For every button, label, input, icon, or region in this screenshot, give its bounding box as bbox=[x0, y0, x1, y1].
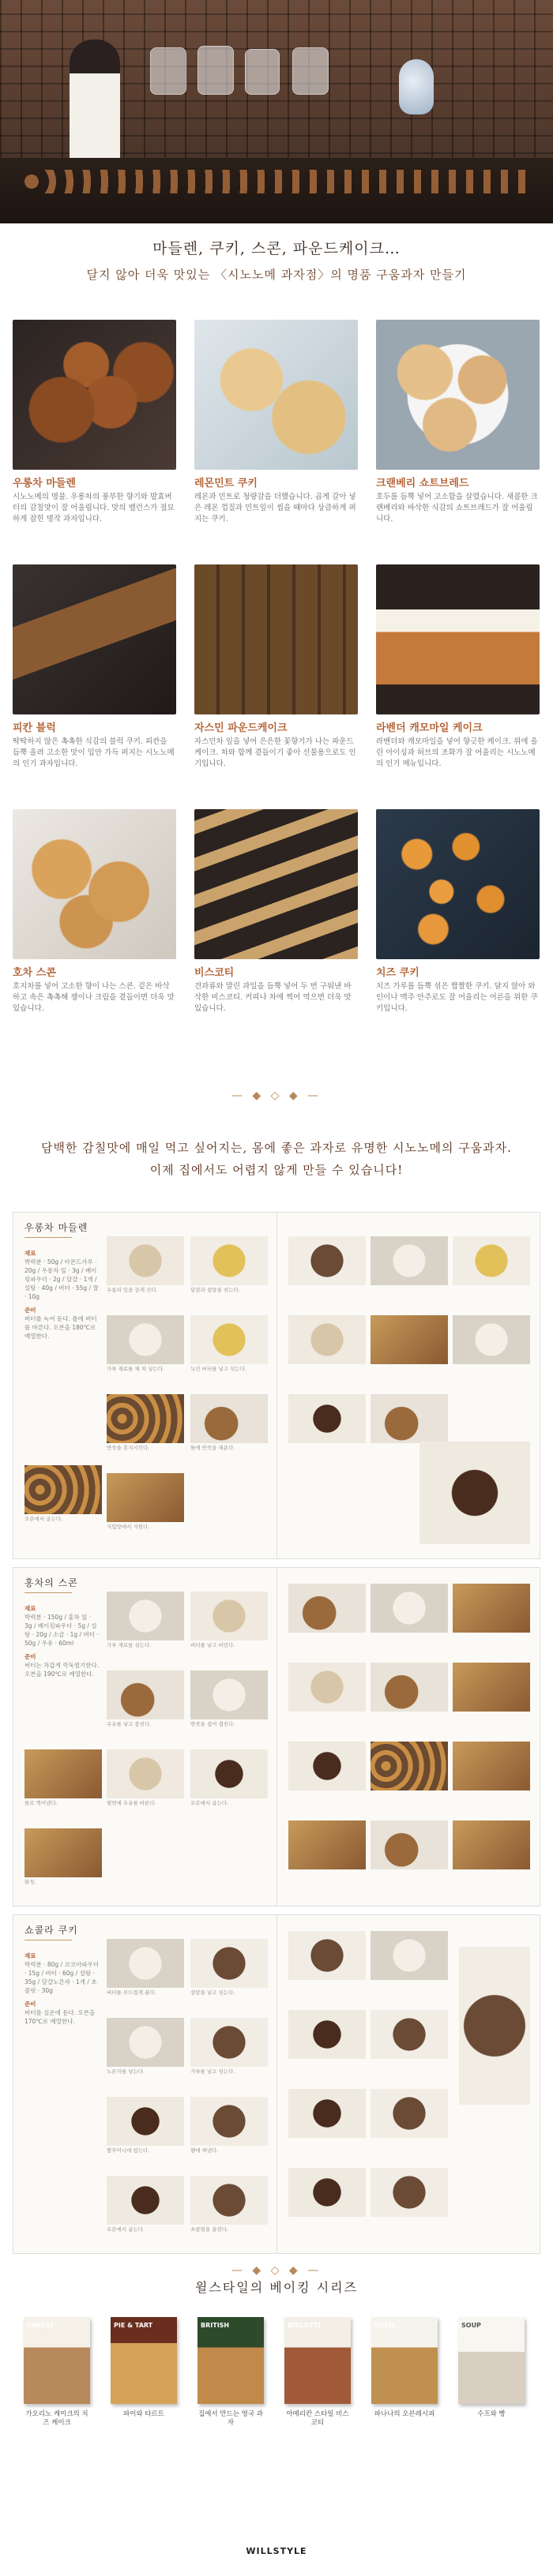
book-cover: BRITISH bbox=[198, 2317, 264, 2404]
recipe-step: 초콜릿을 올린다. bbox=[190, 2176, 268, 2240]
hero-image bbox=[0, 0, 553, 223]
product-name: 비스코티 bbox=[194, 967, 235, 979]
porcelain-vase bbox=[399, 59, 434, 114]
product-card bbox=[13, 320, 176, 525]
book-cover: BISCOTTI bbox=[284, 2317, 351, 2404]
recipe-ingredients: 재료 박력분 · 150g / 홍차 잎 · 3g / 베이킹파우더 · 5g / 설탕 · 20g / 소금 · 1g / 버터 · 50g / 우유 · 60ml 준비 버터는 차갑게 깍둑썰기한다. 오븐을 190℃로 예열한다. bbox=[24, 1605, 100, 1678]
recipe-step: 반죽을 휴지시킨다. bbox=[107, 1394, 184, 1459]
book-item[interactable] bbox=[458, 2317, 525, 2419]
recipe-ingredients: 재료 박력분 · 50g / 아몬드가루 · 20g / 우롱차 잎 · 3g / 베이킹파우더 · 2g / 달걀 · 1개 / 설탕 · 40g / 버터 · 55g / 꿀 · 10g 준비 버터를 녹여 둔다. 틀에 버터를 바른다. 오븐을 180℃로 예열한다. bbox=[24, 1250, 99, 1340]
glass-jar bbox=[292, 47, 329, 95]
recipe-step bbox=[453, 1315, 530, 1364]
recipe-step: 설탕을 넣고 섞는다. bbox=[190, 1939, 268, 2004]
recipe-step bbox=[288, 1931, 366, 1980]
recipe-step: 달걀과 설탕을 섞는다. bbox=[190, 1236, 268, 1301]
finished-photo bbox=[459, 1947, 530, 2105]
product-card bbox=[376, 809, 540, 1014]
recipe-step bbox=[371, 2010, 448, 2059]
recipe-step bbox=[371, 1394, 448, 1443]
recipe-step bbox=[288, 1663, 366, 1712]
recipe-step: 윗면에 우유를 바른다. bbox=[107, 1749, 184, 1814]
recipe-step bbox=[453, 1820, 530, 1869]
recipe-step bbox=[371, 2089, 448, 2138]
product-desc: 호두를 듬뿍 넣어 고소함을 살렸습니다. 새콤한 크랜베리와 바삭한 식감의 쇼트브레드가 잘 어울립니다. bbox=[376, 493, 538, 523]
book-title: 파나나의 오븐레시피 bbox=[374, 2410, 435, 2418]
product-card bbox=[13, 564, 176, 770]
product-name: 치즈 쿠키 bbox=[376, 967, 419, 979]
title-line-2: 달지 않아 더욱 맛있는 〈시노노메 과자점〉의 명품 구움과자 만들기 bbox=[86, 268, 467, 282]
recipe-step bbox=[371, 2168, 448, 2217]
product-name: 호차 스콘 bbox=[13, 967, 56, 979]
product-photo bbox=[13, 320, 176, 470]
recipe-step bbox=[288, 1394, 366, 1443]
recipe-step: 노른자를 넣는다. bbox=[107, 2018, 184, 2083]
product-name: 레몬민트 쿠키 bbox=[194, 478, 258, 489]
recipe-step: 가루 재료를 섞는다. bbox=[107, 1592, 184, 1656]
recipe-step: 우유를 넣고 뭉친다. bbox=[107, 1670, 184, 1735]
title-line-1: 마들렌, 쿠키, 스콘, 파운드케이크… bbox=[152, 240, 401, 257]
product-name: 우롱차 마들렌 bbox=[13, 478, 76, 489]
recipe-step: 가루 재료를 체 쳐 넣는다. bbox=[107, 1315, 184, 1380]
book-title: 수프와 빵 bbox=[477, 2410, 506, 2418]
book-item[interactable] bbox=[24, 2317, 90, 2428]
product-photo bbox=[194, 320, 358, 470]
recipe-step bbox=[371, 1742, 448, 1790]
recipe-page-left bbox=[13, 1568, 277, 1906]
recipe-step: 버터를 넣고 비빈다. bbox=[190, 1592, 268, 1656]
series-title: 윌스타일의 베이킹 시리즈 bbox=[194, 2280, 359, 2295]
section-headline bbox=[0, 1137, 553, 1181]
headline-line-2: 이제 집에서도 어렵지 않게 만들 수 있습니다! bbox=[149, 1163, 404, 1177]
product-card bbox=[13, 809, 176, 1014]
book-item[interactable] bbox=[198, 2317, 264, 2428]
product-desc: 호지차를 넣어 고소한 향이 나는 스콘. 겉은 바삭하고 속은 촉촉해 잼이나 크림을 곁들이면 더욱 맛있습니다. bbox=[13, 982, 175, 1013]
recipe-step bbox=[371, 1315, 448, 1364]
recipe-step: 가루를 넣고 섞는다. bbox=[190, 2018, 268, 2083]
product-card bbox=[194, 320, 358, 525]
recipe-spread bbox=[13, 1212, 540, 1559]
product-desc: 견과류와 말린 과일을 듬뿍 넣어 두 번 구워낸 바삭한 비스코티. 커피나 차에 찍어 먹으면 더욱 맛있습니다. bbox=[194, 982, 352, 1013]
recipe-title: 쇼콜라 쿠키 bbox=[24, 1925, 78, 1936]
book-title: 집에서 만드는 영국 과자 bbox=[198, 2410, 263, 2427]
recipe-step: 오븐에서 굽는다. bbox=[190, 1749, 268, 1814]
recipe-step: 녹인 버터를 넣고 섞는다. bbox=[190, 1315, 268, 1380]
product-photo bbox=[194, 564, 358, 714]
recipe-spread bbox=[13, 1567, 540, 1907]
recipe-step: 식힘망에서 식힌다. bbox=[107, 1473, 184, 1538]
product-name: 라벤더 캐모마일 케이크 bbox=[376, 722, 483, 734]
product-desc: 자스민차 잎을 넣어 은은한 꽃향기가 나는 파운드케이크. 차와 함께 곁들이기 좋아 선물용으로도 인기입니다. bbox=[194, 737, 356, 768]
book-title: 가오리노 케이크의 치즈 케이크 bbox=[25, 2410, 88, 2427]
product-desc: 레몬과 민트로 청량감을 더했습니다. 곱게 갈아 넣은 레몬 껍질과 민트잎이 씹을 때마다 상큼하게 퍼지는 쿠키. bbox=[194, 493, 356, 523]
product-card bbox=[376, 564, 540, 770]
product-desc: 라벤더와 캐모마일을 넣어 향긋한 케이크. 위에 올린 아이싱과 허브의 조화가 잘 어울리는 시노노메의 인기 메뉴입니다. bbox=[376, 737, 538, 768]
book-title: 파이와 타르트 bbox=[123, 2410, 164, 2418]
glass-jar bbox=[245, 49, 280, 95]
product-desc: 딱딱하지 않은 촉촉한 식감의 블럭 쿠키. 피칸을 듬뿍 올려 고소한 맛이 입안 가득 퍼지는 시노노메의 인기 과자입니다. bbox=[13, 737, 175, 768]
book-cover: SOUP bbox=[458, 2317, 525, 2404]
recipe-step: 완성. bbox=[24, 1828, 102, 1893]
product-card bbox=[376, 320, 540, 525]
finished-photo bbox=[419, 1442, 530, 1544]
recipe-page-right bbox=[277, 1568, 541, 1906]
recipe-spread bbox=[13, 1914, 540, 2254]
product-photo bbox=[13, 564, 176, 714]
recipe-step bbox=[453, 1742, 530, 1790]
product-desc: 시노노메의 명물. 우롱차의 풍부한 향기와 발효버터의 감칠맛이 잘 어울립니다. 맛의 밸런스가 절묘하게 잡힌 명작 과자입니다. bbox=[13, 493, 175, 523]
product-photo bbox=[376, 564, 540, 714]
product-card bbox=[194, 809, 358, 1014]
book-title: 아메리칸 스타일 비스코티 bbox=[286, 2410, 349, 2427]
ornament-divider: — ◆ ◇ ◆ — bbox=[231, 1089, 322, 1102]
recipe-step bbox=[288, 2168, 366, 2217]
recipe-step: 팬에 짜낸다. bbox=[190, 2097, 268, 2162]
recipe-step bbox=[288, 1742, 366, 1790]
recipe-step: 오븐에서 굽는다. bbox=[24, 1465, 102, 1530]
product-photo bbox=[194, 809, 358, 959]
product-desc: 치즈 가루를 듬뿍 섞은 짭짤한 쿠키. 달지 않아 와인이나 맥주 안주로도 잘 어울리는 어른을 위한 쿠키입니다. bbox=[376, 982, 538, 1013]
intro-title bbox=[0, 237, 553, 283]
recipe-step bbox=[288, 2089, 366, 2138]
recipe-step bbox=[371, 1820, 448, 1869]
publisher-logo: WILLSTYLE bbox=[246, 2546, 307, 2556]
recipe-step bbox=[371, 1663, 448, 1712]
book-item[interactable] bbox=[284, 2317, 351, 2428]
recipe-page-right bbox=[277, 1915, 541, 2253]
recipe-page-left bbox=[13, 1915, 277, 2253]
recipe-step bbox=[453, 1663, 530, 1712]
recipe-step: 반죽을 접어 겹친다. bbox=[190, 1670, 268, 1735]
product-photo bbox=[376, 809, 540, 959]
recipe-ingredients: 재료 박력분 · 80g / 코코아파우더 · 15g / 버터 · 60g / 설탕 · 35g / 달걀노른자 · 1개 / 초콜릿 · 30g 준비 버터를 실온에 둔다. 오븐을 170℃로 예열한다. bbox=[24, 1952, 99, 2025]
recipe-step bbox=[371, 1931, 448, 1980]
product-photo bbox=[376, 320, 540, 470]
product-name: 피칸 블럭 bbox=[13, 722, 56, 734]
recipe-step: 짤주머니에 담는다. bbox=[107, 2097, 184, 2162]
recipe-page-right bbox=[277, 1213, 541, 1558]
recipe-step bbox=[371, 1584, 448, 1633]
book-item[interactable] bbox=[371, 2317, 438, 2419]
product-photo bbox=[13, 809, 176, 959]
recipe-step bbox=[288, 1820, 366, 1869]
recipe-step: 우롱차 잎을 곱게 간다. bbox=[107, 1236, 184, 1301]
recipe-title: 홍차의 스콘 bbox=[24, 1577, 78, 1588]
recipe-step: 틀로 찍어낸다. bbox=[24, 1749, 102, 1814]
ornament-divider: — ◆ ◇ ◆ — bbox=[231, 2264, 322, 2277]
recipe-step: 버터를 부드럽게 푼다. bbox=[107, 1939, 184, 2004]
recipe-step bbox=[288, 2010, 366, 2059]
recipe-step bbox=[371, 1236, 448, 1285]
recipe-step: 틀에 반죽을 채운다. bbox=[190, 1394, 268, 1459]
book-cover: OVEN bbox=[371, 2317, 438, 2404]
book-cover: PIE & TART bbox=[111, 2317, 177, 2404]
product-card bbox=[194, 564, 358, 770]
glass-jar bbox=[198, 46, 234, 95]
recipe-step bbox=[288, 1315, 366, 1364]
recipe-step bbox=[453, 1236, 530, 1285]
book-item[interactable] bbox=[111, 2317, 177, 2419]
recipe-title: 우롱차 마들렌 bbox=[24, 1222, 88, 1233]
glass-jar bbox=[150, 47, 186, 95]
recipe-step bbox=[288, 1236, 366, 1285]
recipe-step: 오븐에서 굽는다. bbox=[107, 2176, 184, 2240]
recipe-step bbox=[453, 1584, 530, 1633]
recipe-page-left bbox=[13, 1213, 277, 1558]
recipe-step bbox=[288, 1584, 366, 1633]
baked-goods-display bbox=[24, 170, 529, 193]
headline-line-1: 담백한 감칠맛에 매일 먹고 싶어지는, 몸에 좋은 과자로 유명한 시노노메의 구움과자. bbox=[41, 1141, 512, 1155]
product-name: 자스민 파운드케이크 bbox=[194, 722, 288, 734]
product-name: 크랜베리 쇼트브레드 bbox=[376, 478, 469, 489]
book-cover: CHEESE bbox=[24, 2317, 90, 2404]
